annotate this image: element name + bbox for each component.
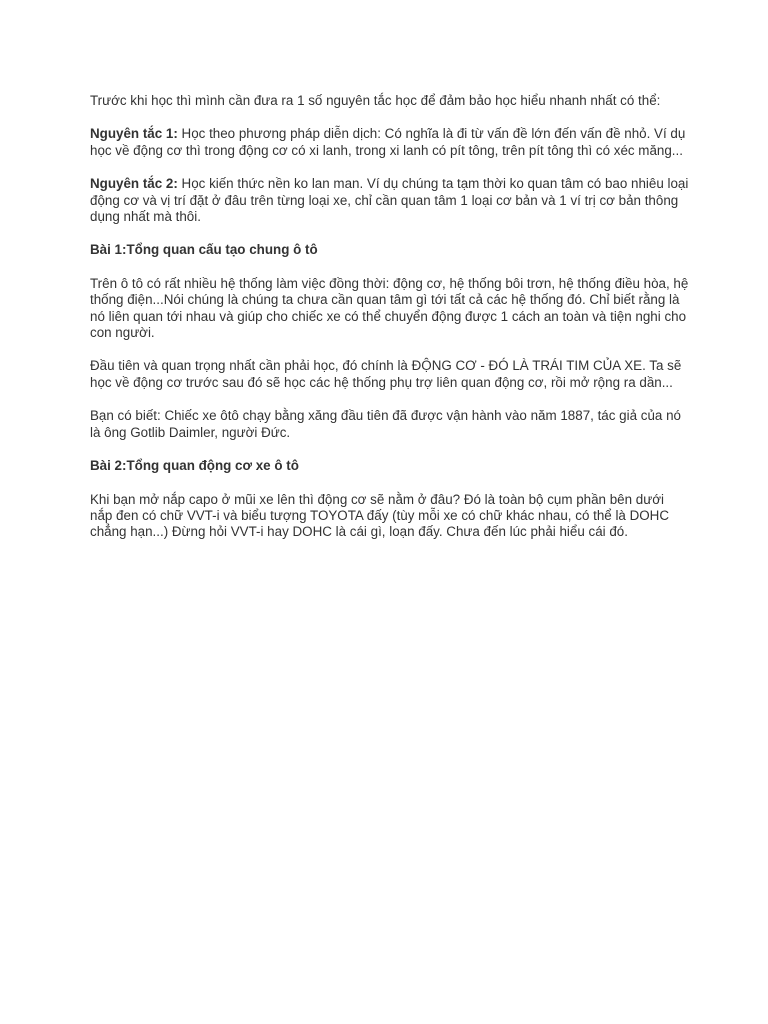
rule-2-label: Nguyên tắc 2:: [90, 176, 178, 192]
rule-2-text: Học kiến thức nền ko lan man. Ví dụ chúng ta tạm thời ko quan tâm có bao nhiêu loại động cơ và vị trí đặt ở đâu trên từng loại xe, chỉ cần quan tâm 1 loại cơ bản và 1 ví trị cơ bản thông dụng nhất mà thôi.: [90, 176, 689, 225]
intro-paragraph: Trước khi học thì mình cần đưa ra 1 số nguyên tắc học để đảm bảo học hiểu nhanh nhất có thể:: [90, 93, 661, 108]
lesson-2-paragraph-1: Khi bạn mở nắp capo ở mũi xe lên thì động cơ sẽ nằm ở đâu? Đó là toàn bộ cụm phần bên dưới nắp đen có chữ VVT-i và biểu tượng TOYOTA đấy (tùy mỗi xe có chữ khác nhau, có thể là DOHC chẳng hạn...) Đừng hỏi VVT-i hay DOHC là cái gì, loạn đấy. Chưa đến lúc phải hiểu cái đó.: [90, 491, 670, 540]
lesson-2-heading: Bài 2:Tổng quan động cơ xe ô tô: [90, 458, 299, 474]
rule-1-text: Học theo phương pháp diễn dịch: Có nghĩa là đi từ vấn đề lớn đến vấn đề nhỏ. Ví dụ học về động cơ thì trong động cơ có xi lanh, trong xi lanh có pít tông, trên pít tông thì có xéc măng...: [90, 126, 686, 158]
rule-1-label: Nguyên tắc 1:: [90, 126, 178, 142]
rule-2-paragraph: [90, 176, 690, 225]
rule-1-paragraph: [90, 126, 690, 159]
lesson-1-paragraph-1: Trên ô tô có rất nhiều hệ thống làm việc đồng thời: động cơ, hệ thống bôi trơn, hệ thống điều hòa, hệ thống điện...Nói chúng là chúng ta chưa cần quan tâm gì tới tất cả các hệ thống đó. Chỉ biết rằng là nó liên quan tới nhau và giúp cho chiếc xe có thể chuyển động được 1 cách an toàn và tiện nghi cho con người.: [90, 275, 689, 341]
lesson-1-paragraph-2: Đầu tiên và quan trọng nhất cần phải học, đó chính là ĐỘNG CƠ - ĐÓ LÀ TRÁI TIM CỦA XE. Ta sẽ học về động cơ trước sau đó sẽ học các hệ thống phụ trợ liên quan động cơ, rồi mở rộng ra dần...: [90, 358, 682, 390]
lesson-1-heading: Bài 1:Tổng quan cấu tạo chung ô tô: [90, 242, 318, 258]
document-page: [90, 93, 690, 558]
lesson-1-paragraph-3: Bạn có biết: Chiếc xe ôtô chạy bằng xăng đầu tiên đã được vận hành vào năm 1887, tác giả của nó là ông Gotlib Daimler, người Đức.: [90, 408, 681, 440]
